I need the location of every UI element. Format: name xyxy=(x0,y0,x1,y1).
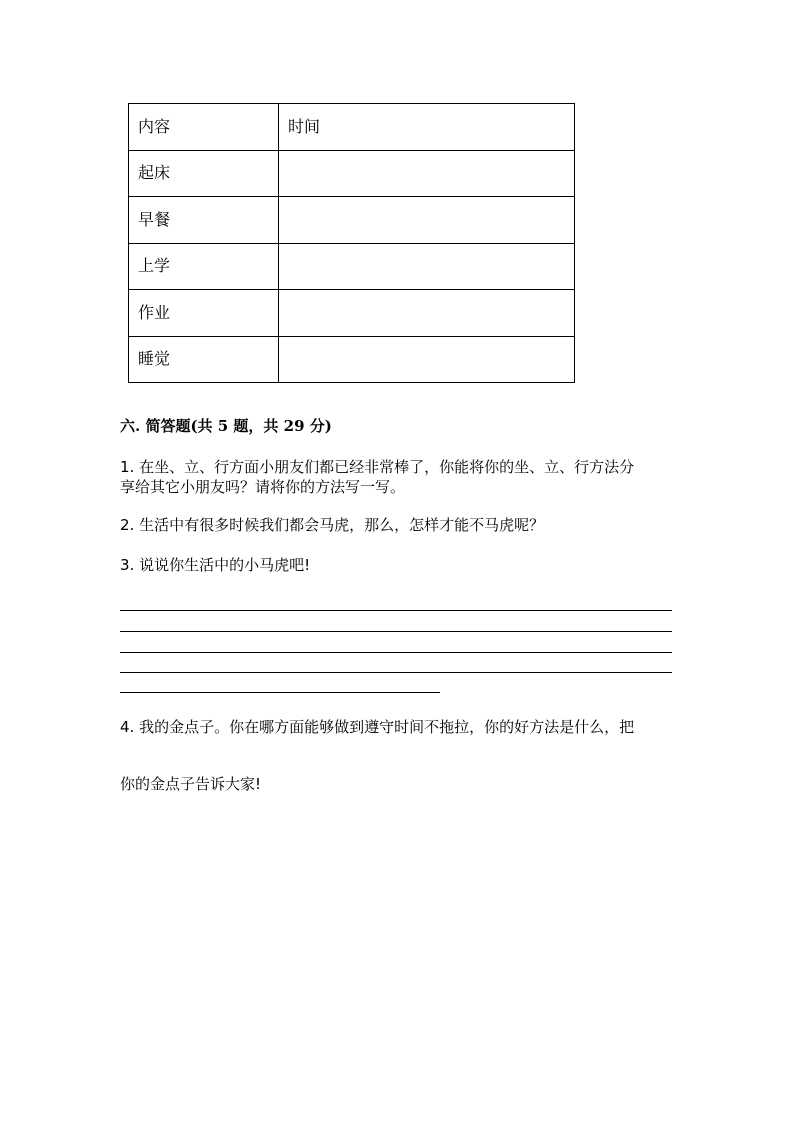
row-time-cell[interactable] xyxy=(279,150,575,197)
row-time-cell[interactable] xyxy=(279,197,575,244)
question-4-line-2: 你的金点子告诉大家! xyxy=(120,775,262,793)
table-row xyxy=(129,243,575,290)
question-2: 2. 生活中有很多时候我们都会马虎，那么，怎样才能不马虎呢？ xyxy=(120,516,545,534)
answer-line[interactable] xyxy=(120,672,672,673)
table-row xyxy=(129,336,575,383)
question-4-line-1: 4. 我的金点子。你在哪方面能够做到遵守时间不拖拉，你的好方法是什么，把 xyxy=(120,718,635,736)
row-content-cell: 上学 xyxy=(129,243,279,290)
row-content-cell: 起床 xyxy=(129,150,279,197)
table-row xyxy=(129,290,575,337)
answer-line[interactable] xyxy=(120,692,440,693)
row-time-cell[interactable] xyxy=(279,243,575,290)
answer-line[interactable] xyxy=(120,610,672,611)
table-row xyxy=(129,197,575,244)
schedule-table xyxy=(128,103,575,383)
row-time-cell[interactable] xyxy=(279,336,575,383)
table-row xyxy=(129,150,575,197)
question-1-line-1: 1. 在坐、立、行方面小朋友们都已经非常棒了，你能将你的坐、立、行方法分 xyxy=(120,458,635,476)
row-content-cell: 睡觉 xyxy=(129,336,279,383)
row-content-cell: 早餐 xyxy=(129,197,279,244)
header-time-cell: 时间 xyxy=(279,104,575,151)
row-content-cell: 作业 xyxy=(129,290,279,337)
answer-line[interactable] xyxy=(120,631,672,632)
question-1-line-2: 享给其它小朋友吗？请将你的方法写一写。 xyxy=(120,478,406,496)
question-3: 3. 说说你生活中的小马虎吧! xyxy=(120,556,311,574)
header-content-cell: 内容 xyxy=(129,104,279,151)
answer-line[interactable] xyxy=(120,652,672,653)
table-header-row xyxy=(129,104,575,151)
row-time-cell[interactable] xyxy=(279,290,575,337)
section-title: 六. 简答题(共 5 题，共 29 分) xyxy=(120,417,332,435)
